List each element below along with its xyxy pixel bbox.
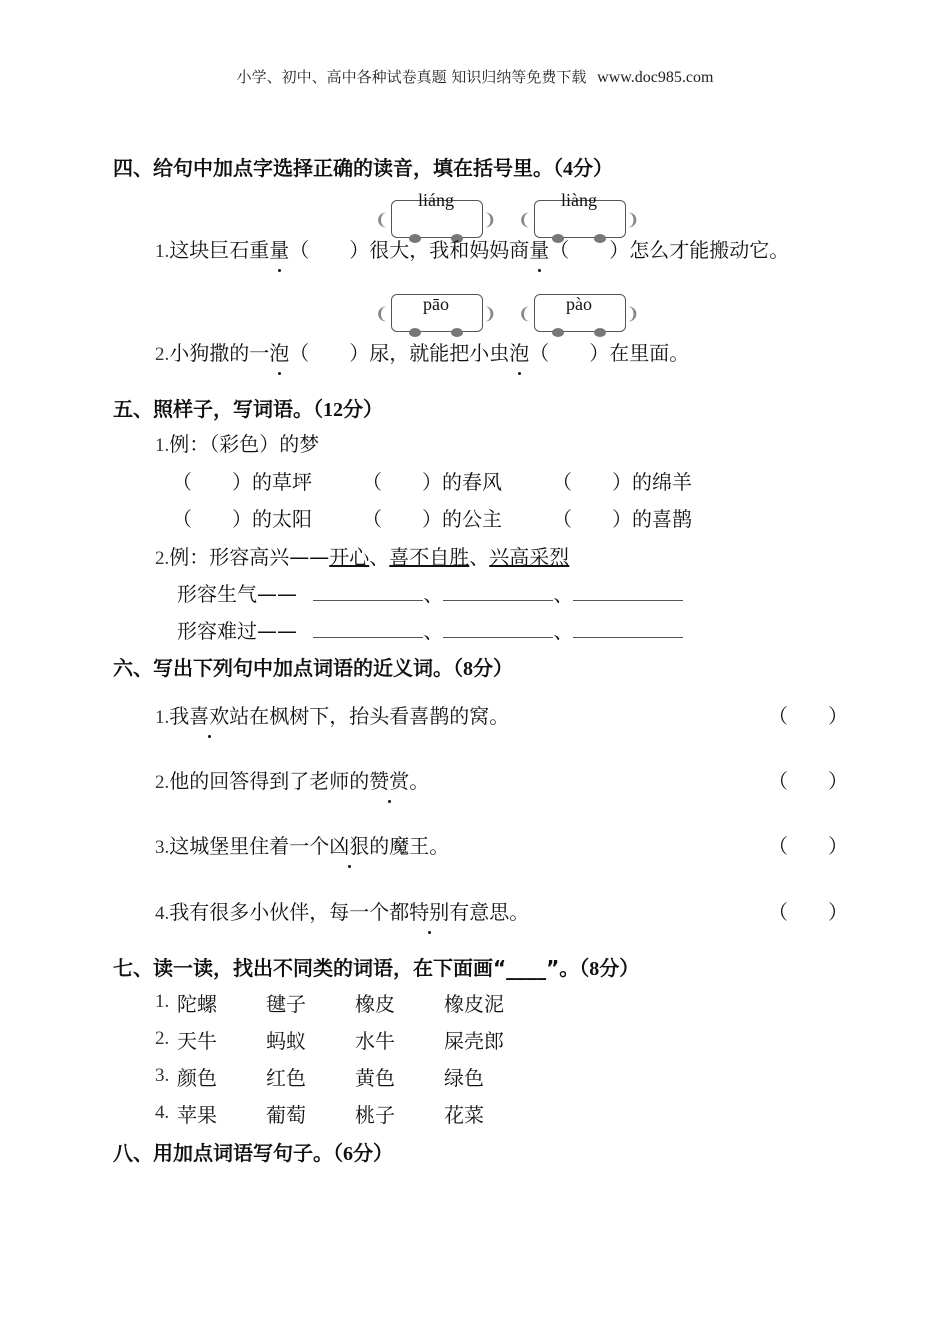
- answer-blank[interactable]: [443, 586, 553, 601]
- word-option[interactable]: 毽子: [266, 992, 306, 1016]
- page-header: [0, 66, 950, 87]
- s5-example-1: 1.例：（彩色）的梦: [155, 432, 320, 456]
- s5-sad-row: 形容难过—— 、 、: [177, 615, 683, 644]
- word-option[interactable]: 屎壳郎: [444, 1029, 504, 1053]
- header-url: www.doc985.com: [597, 69, 714, 86]
- header-text: 小学、初中、高中各种试卷真题 知识归纳等免费下载: [236, 68, 587, 86]
- answer-blank[interactable]: [573, 623, 683, 638]
- pinyin-card-3: ❨ ❩ pāo: [375, 290, 515, 336]
- dotted-word: 赞赏: [369, 765, 409, 794]
- s5-blank-2[interactable]: （ ）的春风: [362, 470, 502, 494]
- section-6-title: 六、写出下列句中加点词语的近义词。（8分）: [113, 656, 513, 680]
- section-8-title: 八、用加点词语写句子。（6分）: [113, 1141, 393, 1165]
- pinyin-option-4: pào: [566, 294, 592, 314]
- word-option[interactable]: 桃子: [355, 1103, 395, 1127]
- s7-row-2: 2.: [155, 1028, 170, 1049]
- answer-blank[interactable]: [573, 586, 683, 601]
- dotted-char: 泡: [509, 337, 529, 366]
- word-option[interactable]: 橡皮泥: [444, 992, 504, 1016]
- word-option[interactable]: 水牛: [355, 1029, 395, 1053]
- s5-blank-4[interactable]: （ ）的太阳: [172, 507, 312, 531]
- word-option[interactable]: 花菜: [444, 1103, 484, 1127]
- word-option[interactable]: 红色: [266, 1066, 306, 1090]
- answer-blank[interactable]: [313, 586, 423, 601]
- word-option[interactable]: 橡皮: [355, 992, 395, 1016]
- word-option[interactable]: 陀螺: [177, 992, 217, 1016]
- s4-question-1: 1.这块巨石重量（ ）很大，我和妈妈商量（ ）怎么才能搬动它。: [155, 234, 789, 263]
- s5-blank-5[interactable]: （ ）的公主: [362, 507, 502, 531]
- pinyin-card-4: ❨ ❩ pào: [518, 290, 658, 336]
- s7-row-3: 3.: [155, 1065, 170, 1086]
- word-option[interactable]: 葡萄: [266, 1103, 306, 1127]
- pinyin-option-1: liáng: [418, 190, 454, 210]
- answer-blank[interactable]: [313, 623, 423, 638]
- dotted-char: 泡: [269, 337, 289, 366]
- section-7-title: 七、读一读，找出不同类的词语，在下面画“____”。（8分）: [113, 956, 640, 980]
- pinyin-option-2: liàng: [561, 190, 597, 210]
- s5-example-2: 2.例：形容高兴——开心、喜不自胜、兴高采烈: [155, 545, 570, 569]
- pinyin-card-1: ❨ ❩ liáng: [375, 196, 515, 242]
- word-option[interactable]: 颜色: [177, 1066, 217, 1090]
- dotted-char: 量: [269, 234, 289, 263]
- s5-angry-row: 形容生气—— 、 、: [177, 578, 683, 607]
- s7-row-4: 4.: [155, 1102, 170, 1123]
- s5-blank-1[interactable]: （ ）的草坪: [172, 470, 312, 494]
- word-option[interactable]: 绿色: [444, 1066, 484, 1090]
- s6-item-3: 3.这城堡里住着一个凶狠的魔王。: [155, 830, 449, 859]
- dotted-char: 量: [529, 234, 549, 263]
- answer-blank[interactable]: [443, 623, 553, 638]
- section-5-title: 五、照样子，写词语。（12分）: [113, 397, 383, 421]
- dotted-word: 特别: [409, 896, 449, 925]
- s4-question-2: 2.小狗撒的一泡（ ）尿，就能把小虫泡（ ）在里面。: [155, 337, 689, 366]
- s5-blank-3[interactable]: （ ）的绵羊: [552, 470, 692, 494]
- word-option[interactable]: 苹果: [177, 1103, 217, 1127]
- section-4-title: 四、给句中加点字选择正确的读音，填在括号里。（4分）: [113, 156, 613, 180]
- s6-item-4: 4.我有很多小伙伴，每一个都特别有意思。: [155, 896, 529, 925]
- pinyin-option-3: pāo: [423, 294, 449, 314]
- word-option[interactable]: 天牛: [177, 1029, 217, 1053]
- pinyin-card-2: ❨ ❩ liàng: [518, 196, 658, 242]
- dotted-word: 凶狠: [329, 830, 369, 859]
- s6-item-1: 1.我喜欢站在枫树下，抬头看喜鹊的窝。: [155, 700, 509, 729]
- s6-answer-2[interactable]: （ ）: [768, 769, 848, 793]
- s6-answer-3[interactable]: （ ）: [768, 834, 848, 858]
- s6-answer-1[interactable]: （ ）: [768, 704, 848, 728]
- word-option[interactable]: 蚂蚁: [266, 1029, 306, 1053]
- s6-answer-4[interactable]: （ ）: [768, 900, 848, 924]
- dotted-word: 喜欢: [189, 700, 229, 729]
- s7-row-1: 1.: [155, 991, 170, 1012]
- s6-item-2: 2.他的回答得到了老师的赞赏。: [155, 765, 429, 794]
- word-option[interactable]: 黄色: [355, 1066, 395, 1090]
- s5-blank-6[interactable]: （ ）的喜鹊: [552, 507, 692, 531]
